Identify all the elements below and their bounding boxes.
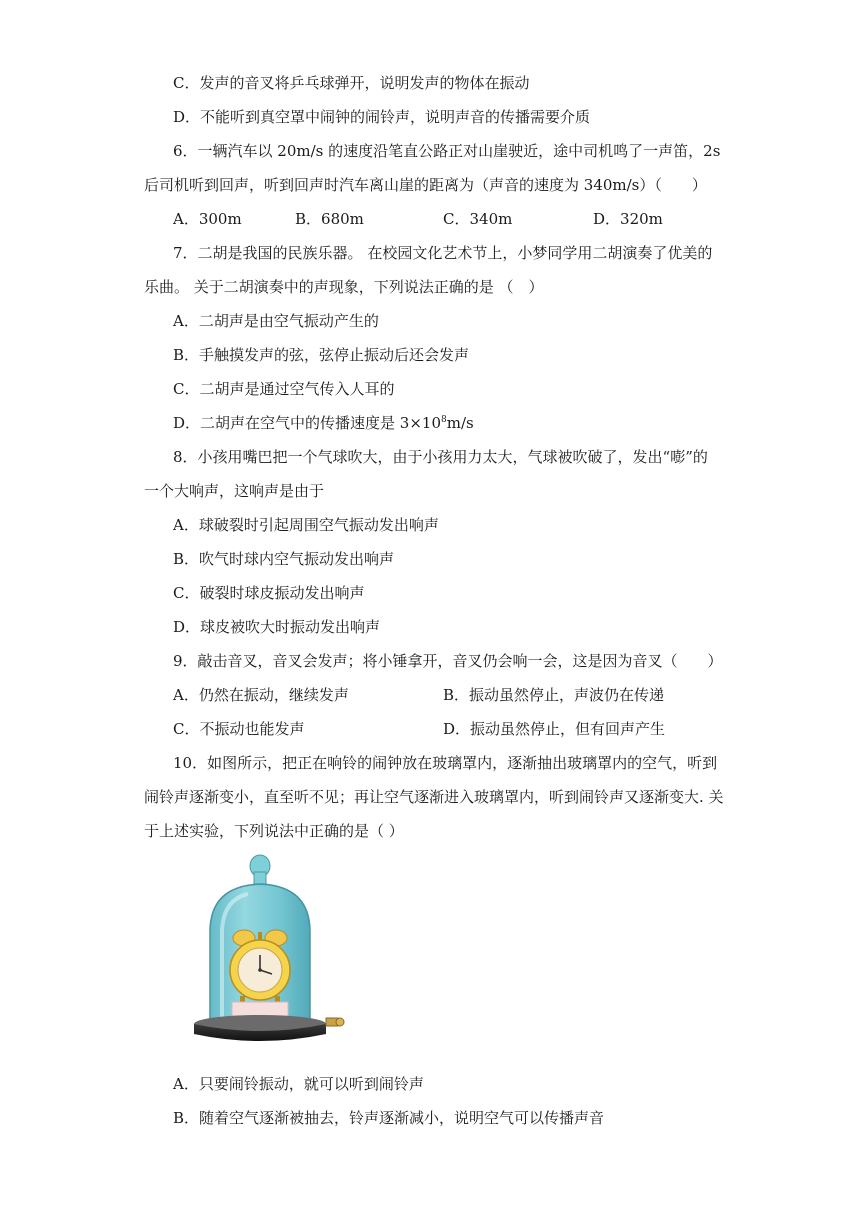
q6-option-d: D．320m bbox=[593, 210, 663, 228]
q9-option-c: C．不振动也能发声 bbox=[173, 720, 305, 738]
q10-stem-line2: 闹铃声逐渐变小，直至听不见；再让空气逐渐进入玻璃罩内，听到闹铃声又逐渐变大. 关 bbox=[144, 788, 724, 806]
q6-option-b: B．680m bbox=[295, 210, 364, 228]
q7-option-b: B．手触摸发声的弦，弦停止振动后还会发声 bbox=[173, 346, 470, 364]
q7-option-d-exponent: 8 bbox=[441, 415, 447, 425]
q7-stem-line2: 乐曲。 关于二胡演奏中的声现象，下列说法正确的是 （ ） bbox=[144, 278, 544, 296]
q7-option-d bbox=[173, 413, 474, 433]
q6-option-a: A．300m bbox=[173, 210, 242, 228]
bell-jar-alarm-clock-figure bbox=[188, 852, 358, 1042]
q9-option-d: D．振动虽然停止，但有回声产生 bbox=[443, 720, 666, 738]
q6-stem-line2: 后司机听到回声，听到回声时汽车离山崖的距离为（声音的速度为 340m/s）（ ） bbox=[144, 176, 707, 194]
q8-stem-line2: 一个大响声，这响声是由于 bbox=[144, 482, 325, 500]
q7-option-d-unit: m/s bbox=[446, 414, 474, 432]
q9-option-a: A．仍然在振动，继续发声 bbox=[173, 686, 349, 704]
q9-stem: 9．敲击音叉，音叉会发声；将小锤拿开，音叉仍会响一会，这是因为音叉（ ） bbox=[173, 652, 723, 670]
q5-option-d: D．不能听到真空罩中闹钟的闹铃声，说明声音的传播需要介质 bbox=[173, 108, 591, 126]
q8-option-d: D．球皮被吹大时振动发出响声 bbox=[173, 618, 381, 636]
q7-option-a: A．二胡声是由空气振动产生的 bbox=[173, 312, 379, 330]
q10-option-a: A．只要闹铃振动，就可以听到闹铃声 bbox=[173, 1075, 424, 1093]
q10-stem-line3: 于上述实验，下列说法中正确的是（ ） bbox=[144, 822, 404, 840]
q8-option-b: B．吹气时球内空气振动发出响声 bbox=[173, 550, 395, 568]
q8-option-c: C．破裂时球皮振动发出响声 bbox=[173, 584, 365, 602]
q6-stem-line1: 6．一辆汽车以 20m/s 的速度沿笔直公路正对山崖驶近，途中司机鸣了一声笛，2s bbox=[173, 142, 721, 160]
q7-option-d-text: D．二胡声在空气中的传播速度是 3×10 bbox=[173, 414, 441, 432]
q9-option-b: B．振动虽然停止，声波仍在传递 bbox=[443, 686, 665, 704]
q10-option-b: B．随着空气逐渐被抽去，铃声逐渐减小，说明空气可以传播声音 bbox=[173, 1109, 605, 1127]
q6-option-c: C．340m bbox=[443, 210, 513, 228]
q10-stem-line1: 10．如图所示，把正在响铃的闹钟放在玻璃罩内，逐渐抽出玻璃罩内的空气，听到 bbox=[173, 754, 718, 772]
q8-stem-line1: 8．小孩用嘴巴把一个气球吹大，由于小孩用力太大，气球被吹破了，发出“嘭”的 bbox=[173, 448, 708, 466]
q7-option-c: C．二胡声是通过空气传入人耳的 bbox=[173, 380, 395, 398]
q8-option-a: A．球破裂时引起周围空气振动发出响声 bbox=[173, 516, 439, 534]
q5-option-c: C．发声的音叉将乒乓球弹开，说明发声的物体在振动 bbox=[173, 74, 530, 92]
q7-stem-line1: 7．二胡是我国的民族乐器。 在校园文化艺术节上，小梦同学用二胡演奏了优美的 bbox=[173, 244, 713, 262]
